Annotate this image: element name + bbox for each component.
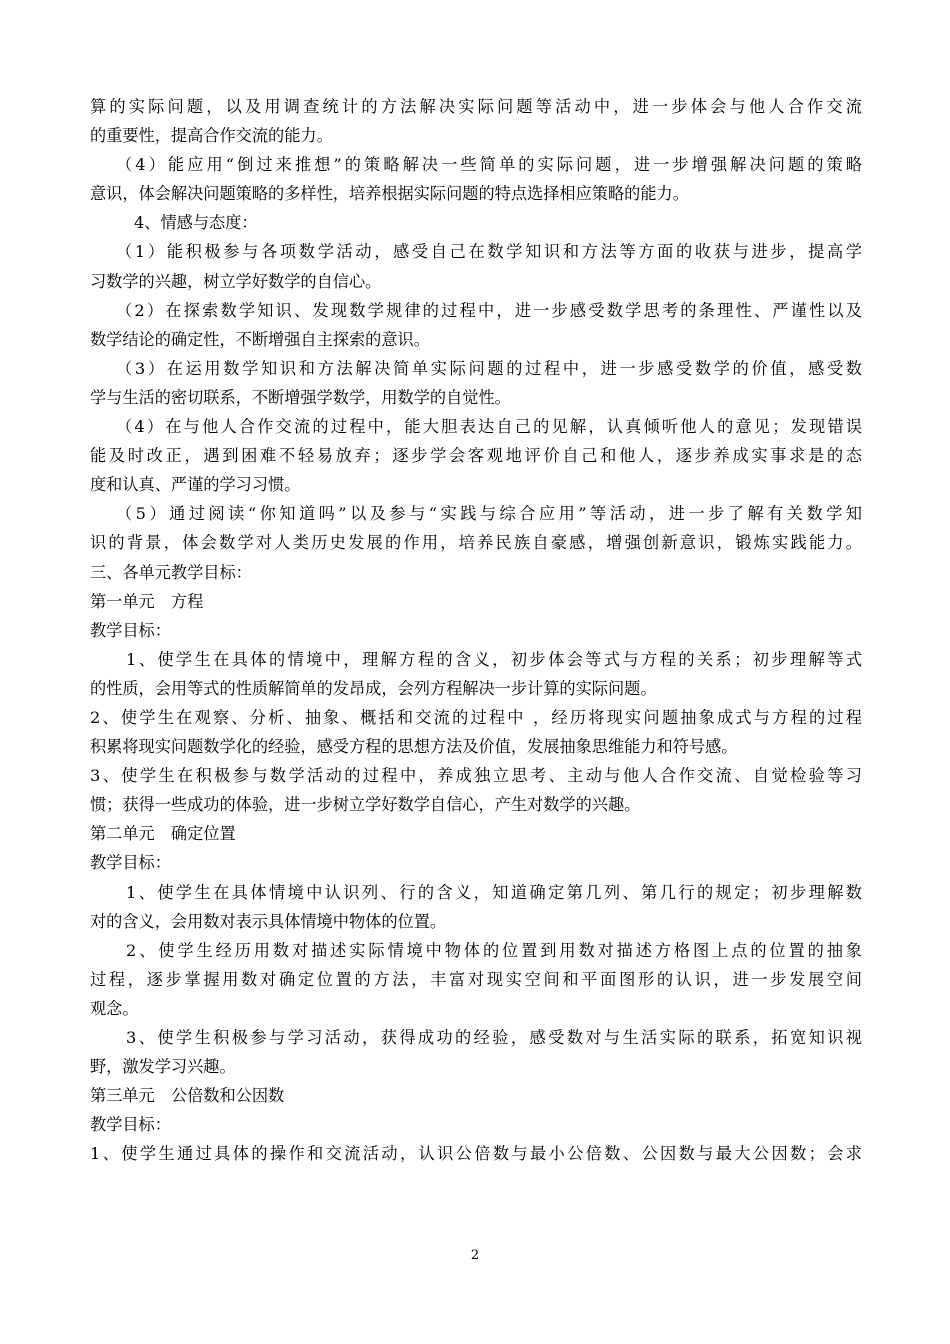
text-line: 对的含义，会用数对表示具体情境中物体的位置。 <box>90 911 447 931</box>
text-line: 识的背景，体会数学对人类历史发展的作用，培养民族自豪感，增强创新意识，锻炼实践能力。 <box>90 533 862 553</box>
text-line: 度和认真、严谨的学习习惯。 <box>90 475 301 495</box>
text-line: 学与生活的密切联系，不断增强学数学，用数学的自觉性。 <box>90 387 511 407</box>
page-number: 2 <box>470 1248 480 1263</box>
subheading: 教学目标： <box>90 620 171 640</box>
text-line: （1）能积极参与各项数学活动，感受自己在数学知识和方法等方面的收获与进步，提高学 <box>116 242 862 262</box>
text-line: 算的实际问题，以及用调查统计的方法解决实际问题等活动中，进一步体会与他人合作交流 <box>90 97 862 116</box>
text-line: （2）在探索数学知识、发现数学规律的过程中，进一步感受数学思考的条理性、严谨性以及 <box>116 300 862 320</box>
text-line: 1、使学生在具体情境中认识列、行的含义，知道确定第几列、第几行的规定；初步理解数 <box>126 882 862 902</box>
text-line: （4）能应用“倒过来推想”的策略解决一些简单的实际问题，进一步增强解决问题的策略 <box>116 155 862 175</box>
subheading: 教学目标： <box>90 853 171 873</box>
text-line: 的重要性，提高合作交流的能力。 <box>90 126 333 146</box>
text-line: 观念。 <box>90 998 139 1018</box>
unit-heading: 第二单元 确定位置 <box>90 824 236 844</box>
text-line: 的性质，会用等式的性质解简单的发昂成，会列方程解决一步计算的实际问题。 <box>90 678 657 698</box>
text-line: 意识，体会解决问题策略的多样性，培养根据实际问题的特点选择相应策略的能力。 <box>90 184 689 204</box>
text-line: （5）通过阅读“你知道吗”以及参与“实践与综合应用”等活动，进一步了解有关数学知 <box>116 504 862 524</box>
text-line: （4）在与他人合作交流的过程中，能大胆表达自己的见解，认真倾听他人的意见；发现错误 <box>116 417 862 437</box>
unit-heading: 第一单元 方程 <box>90 591 204 611</box>
text-line: 1、使学生通过具体的操作和交流活动，认识公倍数与最小公倍数、公因数与最大公因数；会求 <box>90 1144 862 1164</box>
text-line: 数学结论的确定性，不断增强自主探索的意识。 <box>90 329 430 349</box>
text-line: 1、使学生在具体的情境中，理解方程的含义，初步体会等式与方程的关系；初步理解等式 <box>126 649 862 669</box>
text-line: 3、使学生在积极参与数学活动的过程中，养成独立思考、主动与他人合作交流、自觉检验等习 <box>90 766 862 786</box>
text-line: （3）在运用数学知识和方法解决简单实际问题的过程中，进一步感受数学的价值，感受数 <box>116 358 862 378</box>
text-line: 2、使学生经历用数对描述实际情境中物体的位置到用数对描述方格图上点的位置的抽象 <box>126 940 862 960</box>
text-line: 过程，逐步掌握用数对确定位置的方法，丰富对现实空间和平面图形的认识，进一步发展空间 <box>90 969 862 989</box>
text-line: 惯；获得一些成功的体验，进一步树立学好数学自信心，产生对数学的兴趣。 <box>90 795 641 815</box>
text-line: 2、使学生在观察、分析、抽象、概括和交流的过程中 ，经历将现实问题抽象成式与方程的过程 <box>90 707 862 727</box>
unit-heading: 第三单元 公倍数和公因数 <box>90 1086 285 1106</box>
document-body <box>90 92 862 1168</box>
text-line: 积累将现实问题数学化的经验，感受方程的思想方法及价值，发展抽象思维能力和符号感。 <box>90 737 738 757</box>
section-heading: 三、各单元教学目标： <box>90 562 252 582</box>
text-line: 习数学的兴趣，树立学好数学的自信心。 <box>90 271 382 291</box>
text-line: 野，激发学习兴趣。 <box>90 1057 236 1077</box>
subheading: 教学目标： <box>90 1115 171 1135</box>
section-heading: 4、情感与态度： <box>134 213 258 233</box>
text-line: 能及时改正，遇到困难不轻易放弃；逐步学会客观地评价自己和他人，逐步养成实事求是的态 <box>90 446 862 466</box>
text-line: 3、使学生积极参与学习活动，获得成功的经验，感受数对与生活实际的联系，拓宽知识视 <box>126 1028 862 1047</box>
